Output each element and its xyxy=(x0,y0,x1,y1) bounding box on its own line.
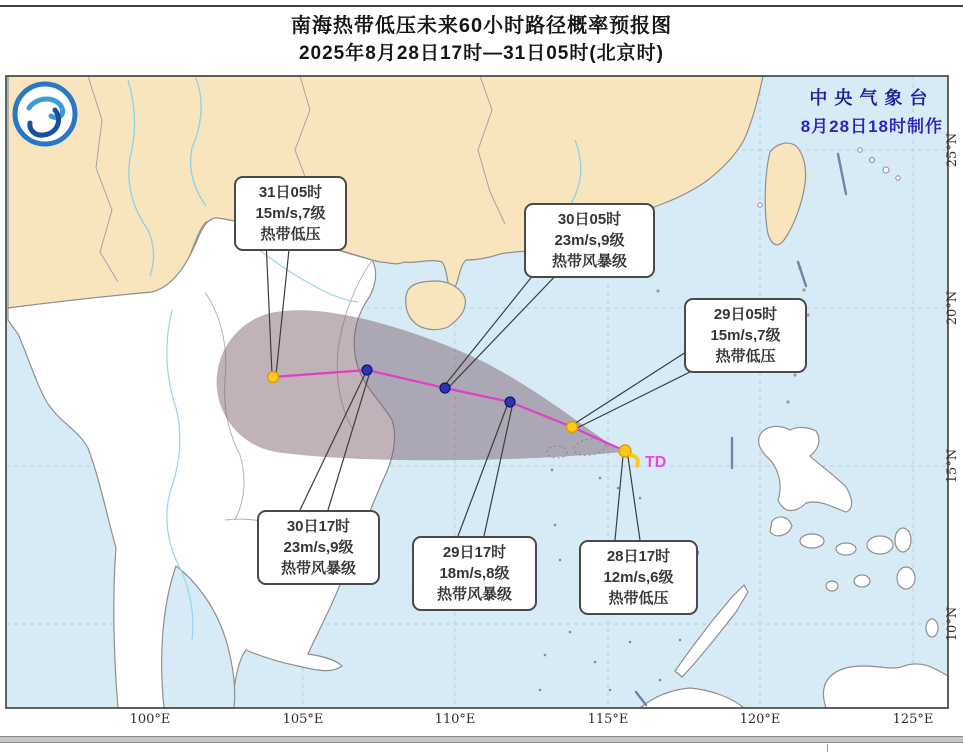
cma-logo xyxy=(11,80,79,148)
label-wind: 15m/s,7级 xyxy=(255,205,326,222)
label-wind: 18m/s,8级 xyxy=(439,565,510,582)
label-category: 热带风暴级 xyxy=(551,253,627,270)
label-wind: 23m/s,9级 xyxy=(554,232,625,249)
label-category: 热带风暴级 xyxy=(436,586,512,603)
svg-text:15°N: 15°N xyxy=(945,448,960,484)
label-wind: 12m/s,6级 xyxy=(603,569,674,586)
svg-text:105°E: 105°E xyxy=(282,712,324,727)
svg-text:100°E: 100°E xyxy=(129,712,171,727)
svg-text:115°E: 115°E xyxy=(587,712,629,727)
label-time: 31日05时 xyxy=(258,184,323,201)
forecast-label-30d17h xyxy=(257,510,380,585)
forecast-label-28d17h xyxy=(579,540,698,615)
svg-text:20°N: 20°N xyxy=(945,290,960,326)
bottom-divider xyxy=(827,744,828,752)
forecast-label-30d05h xyxy=(524,203,655,278)
agency-name: 中央气象台 xyxy=(809,88,935,108)
label-category: 热带低压 xyxy=(260,226,321,243)
label-category: 热带风暴级 xyxy=(280,560,356,577)
svg-text:110°E: 110°E xyxy=(434,712,476,727)
marker-30d17h xyxy=(362,365,372,375)
label-time: 29日17时 xyxy=(442,544,507,561)
marker-29d05h xyxy=(567,422,578,433)
agency-credit xyxy=(801,84,943,137)
td-label: TD xyxy=(645,454,667,471)
svg-text:125°E: 125°E xyxy=(892,712,934,727)
label-time: 30日17时 xyxy=(286,518,351,535)
forecast-label-29d17h xyxy=(412,536,537,611)
label-wind: 15m/s,7级 xyxy=(710,327,781,344)
marker-29d17h xyxy=(505,397,515,407)
bottom-bar xyxy=(0,736,963,743)
lon-axis-labels xyxy=(130,712,934,727)
label-time: 28日17时 xyxy=(606,548,671,565)
label-time: 30日05时 xyxy=(557,211,622,228)
agency-issue-time: 8月28日18时制作 xyxy=(800,117,943,136)
label-category: 热带低压 xyxy=(608,590,669,607)
forecast-label-31d05h xyxy=(234,176,347,251)
forecast-label-29d05h xyxy=(684,298,807,373)
marker-31d05h xyxy=(268,372,279,383)
marker-30d05h xyxy=(440,383,450,393)
label-category: 热带低压 xyxy=(715,348,776,365)
label-wind: 23m/s,9级 xyxy=(283,539,354,556)
svg-text:10°N: 10°N xyxy=(945,606,960,642)
svg-text:120°E: 120°E xyxy=(739,712,781,727)
mindanao-island xyxy=(823,664,948,708)
page-subtitle: 2025年8月28日17时—31日05时(北京时) xyxy=(298,43,665,64)
page-title: 南海热带低压未来60小时路径概率预报图 xyxy=(290,15,673,37)
label-time: 29日05时 xyxy=(713,306,778,323)
svg-text:25°N: 25°N xyxy=(945,132,960,168)
